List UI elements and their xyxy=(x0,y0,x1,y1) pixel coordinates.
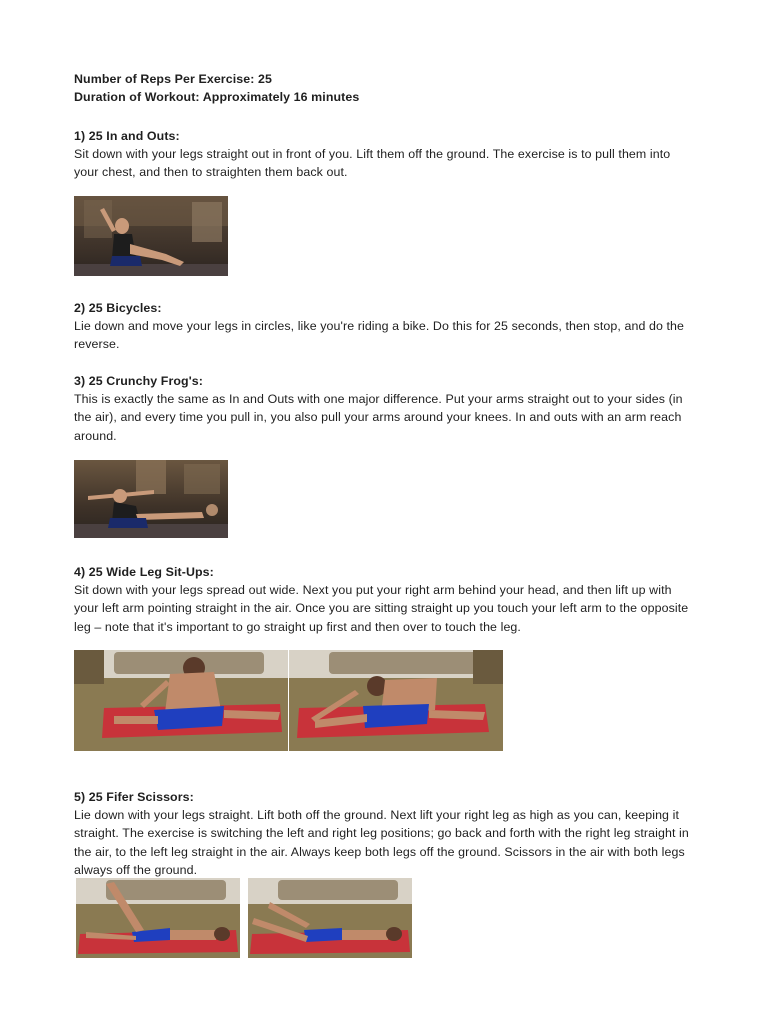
photo-scissors-1 xyxy=(76,878,240,958)
section-body: Lie down and move your legs in circles, like you're riding a bike. Do this for 25 seconds, then stop, and do the reverse. xyxy=(74,319,685,352)
section-4 xyxy=(74,563,698,636)
duration-heading: Duration of Workout: Approximately 16 minutes xyxy=(74,90,360,105)
section-1 xyxy=(74,127,698,182)
photo-in-and-outs xyxy=(74,196,228,276)
section-title: 3) 25 Crunchy Frog's: xyxy=(74,374,203,388)
section-body: Lie down with your legs straight. Lift both off the ground. Next lift your right leg as high as you can, keeping it straight. The exercise is switching the left and right leg positions; go back and forth with the right leg straight in the air, to the left leg straight in the air. Always keep both legs off the ground. Scissors in the air with both legs always off the ground. xyxy=(74,808,689,877)
section-body: This is exactly the same as In and Outs with one major difference. Put your arms straight out to your sides (in the air), and every time you pull in, you also pull your arms around your knees. In and outs with an arm reach around. xyxy=(74,392,683,443)
section-title: 1) 25 In and Outs: xyxy=(74,129,180,143)
section-2 xyxy=(74,299,698,354)
section-title: 2) 25 Bicycles: xyxy=(74,301,162,315)
section-title: 5) 25 Fifer Scissors: xyxy=(74,790,194,804)
photo-wide-leg-situp-1 xyxy=(74,650,288,751)
photo-scissors-2 xyxy=(248,878,412,958)
document-body xyxy=(74,70,698,106)
photo-crunchy-frog xyxy=(74,460,228,538)
section-body: Sit down with your legs straight out in front of you. Lift them off the ground. The exercise is to pull them into your chest, and then to straighten them back out. xyxy=(74,147,671,180)
photo-wide-leg-situp-2 xyxy=(289,650,503,751)
section-title: 4) 25 Wide Leg Sit-Ups: xyxy=(74,565,214,579)
section-5 xyxy=(74,788,698,879)
section-body: Sit down with your legs spread out wide. Next you put your right arm behind your head, and then lift up with your left arm pointing straight in the air. Once you are sitting straight up you touch your left arm to the opposite leg – note that it's important to go straight up first and then over to touch the leg. xyxy=(74,583,689,634)
section-3 xyxy=(74,372,698,445)
reps-heading: Number of Reps Per Exercise: 25 xyxy=(74,72,272,86)
